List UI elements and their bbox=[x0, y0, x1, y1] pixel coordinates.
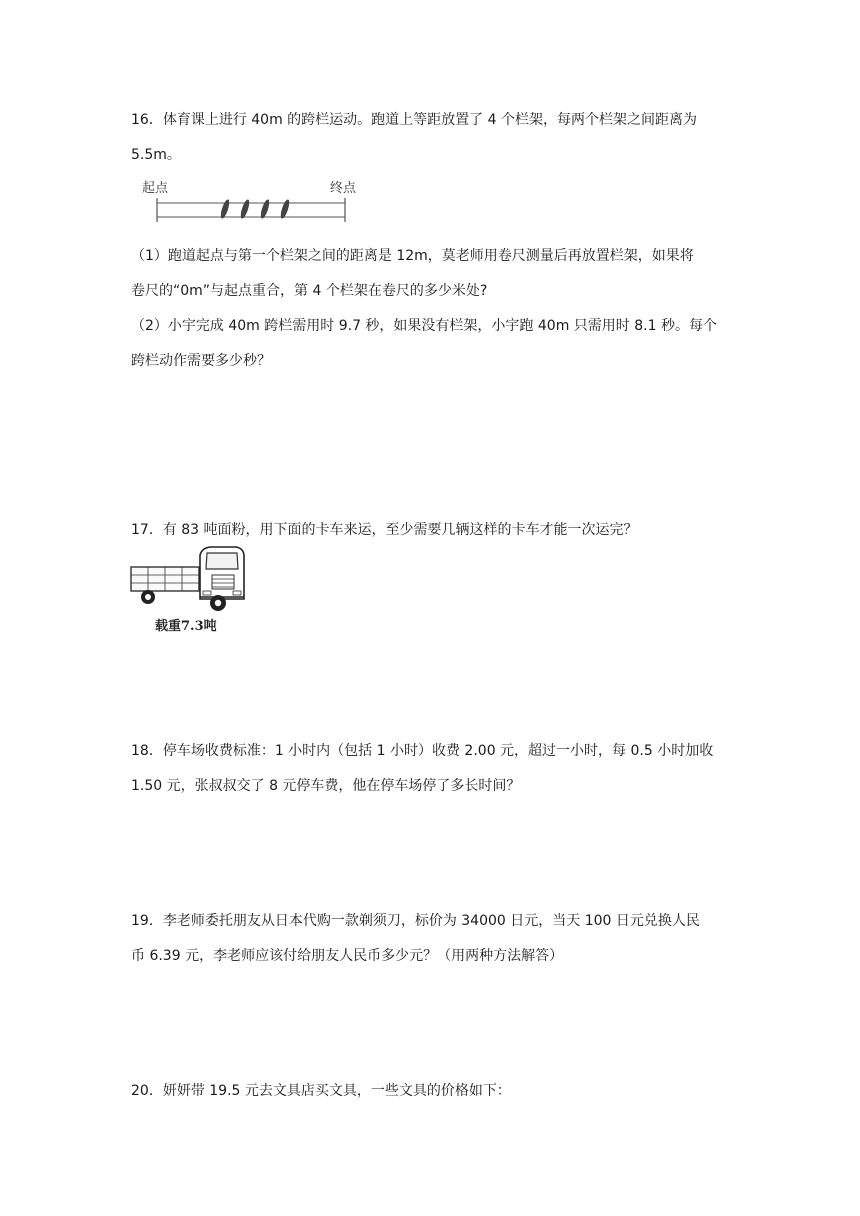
q17-text-line-1: 17．有 83 吨面粉，用下面的卡车来运，至少需要几辆这样的卡车才能一次运完？ bbox=[131, 522, 638, 538]
q20-text-line-1: 20．妍妍带 19.5 元去文具店买文具，一些文具的价格如下： bbox=[131, 1083, 511, 1099]
q16-sub1-line-1: （1）跑道起点与第一个栏架之间的距离是 12m，莫老师用卷尺测量后再放置栏架，如果将 bbox=[131, 248, 694, 264]
hurdle-4 bbox=[279, 199, 291, 220]
q16-sub1-line-2: 卷尺的“0m”与起点重合，第 4 个栏架在卷尺的多少米处? bbox=[131, 283, 488, 299]
q18-text-line-2: 1.50 元，张叔叔交了 8 元停车费，他在停车场停了多长时间？ bbox=[131, 778, 521, 794]
q18-text-line-1: 18．停车场收费标准：1 小时内（包括 1 小时）收费 2.00 元，超过一小时，每 0.5 小时加收 bbox=[131, 743, 714, 759]
truck-icon bbox=[130, 545, 250, 613]
q16-sub2-line-1: （2）小宇完成 40m 跨栏需用时 9.7 秒，如果没有栏架，小宇跑 40m 只需用时 8.1 秒。每个 bbox=[131, 318, 717, 334]
end-label: 终点 bbox=[330, 181, 357, 196]
start-label: 起点 bbox=[142, 181, 169, 196]
truck-figure bbox=[130, 545, 250, 613]
q16-sub2-line-2: 跨栏动作需要多少秒？ bbox=[131, 353, 271, 369]
q16-text-line-2: 5.5m。 bbox=[131, 147, 181, 163]
hurdle-1 bbox=[219, 199, 231, 220]
truck-capacity-caption: 载重7.3吨 bbox=[155, 619, 217, 634]
q16-text-line-1: 16．体育课上进行 40m 的跨栏运动。跑道上等距放置了 4 个栏架，每两个栏架之间距离为 bbox=[131, 112, 697, 128]
hurdle-3 bbox=[259, 199, 271, 220]
q19-text-line-2: 币 6.39 元，李老师应该付给朋友人民币多少元？（用两种方法解答） bbox=[131, 948, 564, 964]
hurdle-2 bbox=[239, 199, 251, 220]
q19-text-line-1: 19．李老师委托朋友从日本代购一款剃须刀，标价为 34000 日元，当天 100 日元兑换人民 bbox=[131, 913, 700, 929]
hurdle-track-figure bbox=[140, 178, 370, 228]
